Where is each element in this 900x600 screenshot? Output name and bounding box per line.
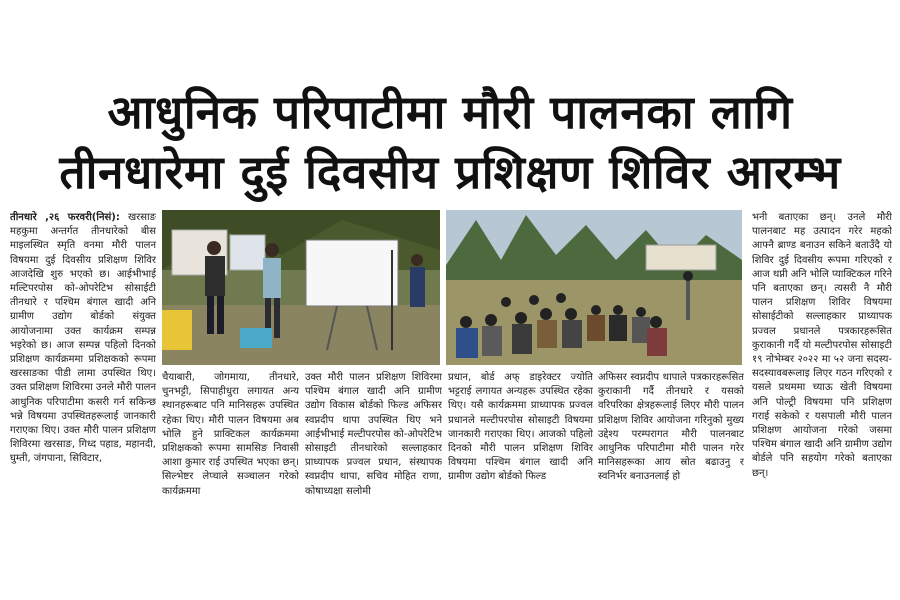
- column-1-text: खरसाङ महकुमा अन्तर्गत तीनधारेको बीस माइलस्थित स्मृति वनमा मौरी पालन विषयमा दुई दिवसीय प्रशिक्षण शिविर आजदेखि शुरु भएको छ। आईभीभाई मल्टिपरपोस को-ओपरेटिभ सोसाईटी तीनधारे र पश्चिम बंगाल खादी अनि ग्रामीण उद्योग बोर्डको संयुक्त आयोजनामा उक्त कार्यक्रम सम्पन्न भइरेको छ। आज सम्पन्न पहिलो दिनको प्रशिक्षण कार्यक्रममा प्रशिक्षकको रूपमा खरसाङका पीडी लामा उपस्थित थिए। उक्त प्रशिक्षण शिविरमा उनले मौरी पालन आधुनिक परिपाटीमा कसरी गर्न सकिन्छ भन्ने विषयमा उपस्थितहरूलाई जानकारी गराएका थिए। उक्त मौरी पालन प्रशिक्षण शिविरमा खरसाङ, गिध्द पहाड, महानदी, घुम्ती, जंगपाना, सिविटार,: [10, 212, 156, 465]
- column-2-text: चैयाबारी, जोगमाया, तीनधारे, चुनभट्टी, सिपाहीधुरा लगायत अन्य स्थानहरूबाट पनि मानिसहरू उपस्थित रहेका थिए। मौरी पालन विषयमा अब भोलि हुने प्राक्टिकल कार्यक्रममा प्रशिक्षकको रूपमा सामसिङ निवासी आशा कुमार राई उपस्थित भएका छन्। सिल्भेष्टर लेप्चाले सञ्चालन गरेको कार्यक्रममा: [162, 372, 299, 497]
- article-column-1: [10, 211, 156, 511]
- article-column-2: [162, 371, 299, 511]
- article-column-3: [305, 371, 442, 511]
- article-column-5: [598, 371, 744, 511]
- column-3-text: उक्त मौरी पालन प्रशिक्षण शिविरमा पश्चिम बंगाल खादी अनि ग्रामीण उद्योग विकास बोर्डको फिल्ड अफिसर स्वप्नदीप थापा उपस्थित थिए भने आईभीभाई मल्टीपरपोस को-ओपरेटिभ सोसाइटी तीनधारेको सल्लाहकार प्राध्यापक प्रज्वल प्रधान, संस्थापक स्वप्नदीप थापा, सचिव मोहित राणा, कोषाध्यक्षा सलोमी: [305, 372, 442, 497]
- article-column-4: [448, 371, 593, 511]
- column-4-text: प्रधान, बोर्ड अफ् डाइरेक्टर ज्योति भट्टराई लगायत अन्यहरू उपस्थित रहेका थिए। यसै कार्यक्रममा प्राध्यापक प्रज्वल प्रधानले मल्टीपरपोस सोसाइटी विषयमा जानकारी गराएका थिए। आजको पहिलो दिनको मौरी पालन प्रशिक्षण शिविर विषयमा पश्चिम बंगाल खादी अनि ग्रामीण उद्योग बोर्डको फिल्ड: [448, 372, 593, 483]
- training-photo-participants: [446, 210, 742, 365]
- article-column-6: [752, 211, 892, 511]
- column-6-text: भनी बताएका छन्। उनले मौरी पालनबाट मह उत्पादन गरेर महको आफ्नै ब्राण्ड बनाउन सकिने बताउँदै यो शिविर दुई दिवसीय रूपमा गरिएको र आज थप्नी अनि भोलि प्याक्टिकल गरिने पनि बताएका छन्। त्यसरी नै मौरी पालन प्रशिक्षण शिविर विषयमा सोसाईटीको सल्लाहकार प्राध्यापक प्रज्वल प्रधानले पत्रकारहरूसित कुराकानी गर्दै यो मल्टीपरपोस सोसाइटी १९ नोभेम्बर २०२२ मा ५२ जना सदस्य-सदस्यावबरूलाइ लिएर गठन गरिएको र यसले प्रथममा च्याऊ खेती विषयमा अनि पोल्ट्री विषयमा पनि प्रशिक्षण गराई सकेको र यसपाली मौरी पालन प्रशिक्षण आयोजना गरेको जसमा पश्चिम बंगाल खादी अनि ग्रामीण उद्योग बोर्डले पनि सहयोग गरेको बताएका छन्।: [752, 212, 892, 479]
- training-photo-trainer: [162, 210, 440, 365]
- headline-line-1: आधुनिक परिपाटीमा मौरी पालनका लागि: [107, 85, 793, 139]
- headline-line-2: तीनधारेमा दुई दिवसीय प्रशिक्षण शिविर आरम्भ: [59, 145, 841, 199]
- column-5-text: अफिसर स्वप्नदीप थापाले पत्रकारहरूसित कुराकानी गर्दै तीनधारे र यसको वरिपरिका क्षेत्रहरूलाई लिएर मौरी पालन प्रशिक्षण शिविर आयोजना गरिनुको मुख्य उद्देश्य परम्परागत मौरी पालनबाट आधुनिक परिपाटीमा मौरी पालन गरेर मानिसहरूका आय स्रोत बढाउनु र स्वनिर्भर बनाउनलाई हो: [598, 372, 744, 483]
- dateline: तीनधारे ,२६ फरवरी(निसं):: [10, 212, 120, 223]
